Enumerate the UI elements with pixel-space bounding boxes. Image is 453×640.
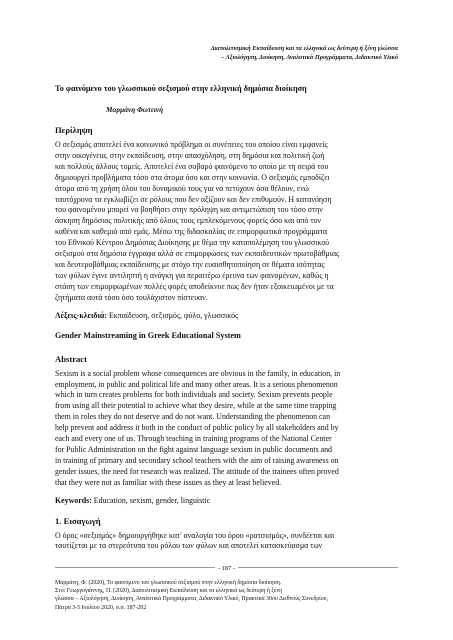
author-name: Μαρμάνη Φωτεινή: [106, 106, 164, 114]
running-header-line-2: – Αξιολόγηση, Διοίκηση, Αναλυτικά Προγράμματα, Διδακτικό Υλικό: [221, 54, 398, 61]
citation-footnote: [55, 579, 398, 612]
abstract-en-line: Sexism is a social problem whose consequences are obvious in the family, in education, in: [55, 368, 341, 378]
abstract-gr-line: δημιουργεί προβλήματα τόσο στα άτομα όσο και στην κοινωνία. Ο σεξισμός εμποδίζει: [55, 172, 330, 182]
page-number: [0, 565, 453, 572]
abstract-gr-line: άσκηση δημόσιας πολιτικής από όλους τους εμπλεκόμενους φορείς όσο και από τον: [55, 216, 322, 226]
footnote-line: Πάτρα 3-5 Ιουλίου 2020, σ.σ. 187-202: [55, 604, 147, 611]
abstract-en-text: [55, 369, 398, 489]
keywords-en: [55, 496, 398, 505]
abstract-gr-line: Ο σεξισμός αποτελεί ένα κοινωνικό πρόβλημα οι συνέπειες του οποίου είναι εμφανείς: [55, 140, 328, 149]
abstract-gr-line: καθένα και καθεμιά από εμάς. Μέσω της διδασκαλίας σε επιμορφωτικά προγράμματα: [55, 227, 328, 237]
abstract-gr-heading: Περίληψη: [55, 125, 93, 135]
running-header: [68, 44, 398, 62]
section-1-line: ταυτίζεται με τα στερεότυπα του ρόλου των φύλων και αποτελεί κατασκεύασμα των: [55, 541, 323, 551]
abstract-en-line: from using all their potential to achieve what they desire, while at the same time trapping: [55, 401, 337, 411]
keywords-gr: [55, 311, 398, 320]
abstract-gr-text: [55, 140, 398, 304]
running-header-line-1: Διαπολιτισμική Εκπαίδευση και τα ελληνικά ως δεύτερη ή ξένη γλώσσα: [210, 45, 398, 52]
keywords-gr-label: Λέξεις-κλειδιά:: [55, 310, 107, 320]
abstract-gr-line: και δευτεροβάθμιας εκπαίδευσης με στόχο την ευαισθητοποίηση σε θέματα ισότητας: [55, 259, 325, 269]
section-1-line: Ο όρος «σεξισμός» δημιουργήθηκε κατ' αναλογία του όρου «ρατσισμός», συνδέεται και: [55, 530, 335, 540]
page-content: [55, 84, 398, 552]
abstract-en-line: them in roles they do not deserve and do not want. Understanding the phenomenon can: [55, 412, 331, 422]
keywords-en-text: Education, sexism, gender, linguistic: [91, 495, 211, 505]
section-1-text: [55, 531, 398, 553]
abstract-en-line: employment, in public and political life and many other areas. It is a serious phenomenon: [55, 379, 338, 389]
paper-title: Το φαινόμενο του γλωσσικού σεξισμού στην ελληνική δημόσια διοίκηση: [55, 84, 307, 93]
abstract-gr-line: των φύλων έγινε αντιληπτή η ανάγκη για περαιτέρω έρευνα των φαινομένων, καθώς η: [55, 270, 329, 280]
section-1-heading: 1. Εισαγωγή: [55, 515, 101, 526]
abstract-gr-line: άτομα από τη χρήση όλου του δυναμικού τους για να πετύχουν όσα θέλουν, ενώ: [55, 183, 309, 193]
abstract-gr-line: του Εθνικού Κέντρου Δημόσιας Διοίκησης με θέμα την καταπολέμηση του γλωσσικού: [55, 238, 330, 248]
abstract-en-line: gender issues, the need for research was realized. The attitude of the trainees often proved: [55, 466, 339, 476]
abstract-gr-line: του φαινομένου μπορεί να βοηθήσει στην πρόληψη και αντιμετώπιση του τόσο στην: [55, 205, 323, 215]
footnote-line: Στο: Γεωργογιάννης, Π. (2020), Διαπολιτισμική Εκπαίδευση και τα ελληνικά ως δεύτερη ή ξένη: [55, 588, 283, 595]
abstract-gr-line: στάση των επιμορφωμένων πολλές φορές αποδείκνυε πως δεν ήταν εξοικειωμένοι με τα: [55, 281, 334, 291]
abstract-en-line: which in turn creates problems for both individuals and society. Sexism prevents people: [55, 390, 333, 400]
abstract-en-heading: Abstract: [55, 353, 87, 364]
abstract-gr-line: σεξισμού στα δημόσια έγγραφα αλλά σε επιμορφώσεις των εκπαιδευτικών πρωτοβάθμιας: [55, 249, 340, 259]
abstract-en-line: for Public Administration on the fight against language sexism in public documents and: [55, 444, 333, 454]
abstract-gr-line: ταυτόχρονα τα εγκλωβίζει σε ρόλους που δεν αξίζουν και δεν επιθυμούν. Η κατανόηση: [55, 194, 332, 204]
english-title: Gender Mainstreaming in Greek Educational System: [55, 330, 241, 340]
abstract-en-line: help prevent and address it both in the conduct of public policy by all stakeholders and by: [55, 423, 339, 433]
footnote-line: γλώσσα – Αξιολόγηση, Διοίκηση, Αναλυτικά Προγράμματα, Διδακτικό Υλικό, Πρακτικά 30ου Διεθνούς Συνεδρίου,: [55, 596, 329, 603]
abstract-en-line: that they were not as familiar with these issues as they at least believed.: [55, 477, 282, 487]
abstract-gr-line: στην οικογένεια, στην εκπαίδευση, στην απασχόληση, στη δημόσια και πολιτική ζωή: [55, 150, 325, 160]
keywords-en-label: Keywords:: [55, 495, 92, 505]
abstract-gr-line: ζητήματα αυτά τόσο όσο τουλάχιστον πίστευαν.: [55, 292, 208, 302]
abstract-en-line: in training of primary and secondary school teachers with the aim of raising awareness on: [55, 455, 339, 465]
keywords-gr-text: Εκπαίδευση, σεξισμός, φύλο, γλωσσικός: [106, 310, 239, 320]
abstract-en-line: each and every one of us. Through teaching in training programs of the National Center: [55, 434, 332, 444]
abstract-gr-line: και πολλούς άλλους τομείς. Αποτελεί ένα σοβαρό φαινόμενο το οποίο με τη σειρά του: [55, 161, 329, 171]
page-number-text: - 187 -: [215, 565, 238, 572]
footnote-line: Μαρμάνη, Φ. (2020), Το φαινόμενο του γλωσσικού σεξισμού στην ελληνική δημόσια διοίκηση.: [55, 580, 282, 586]
